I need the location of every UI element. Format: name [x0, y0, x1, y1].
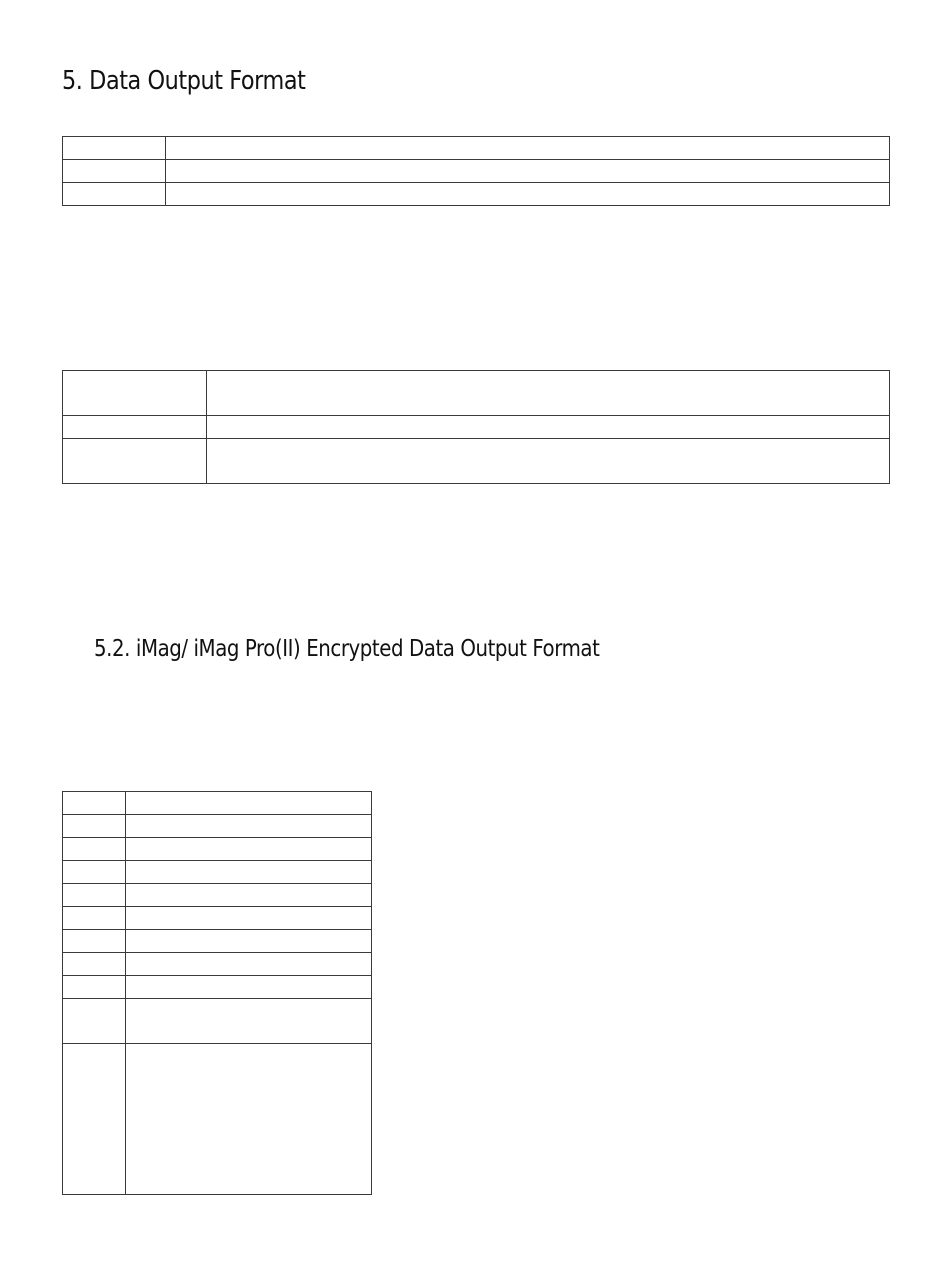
- table-cell: [63, 999, 126, 1044]
- table-row: [63, 1044, 372, 1195]
- table-cell: [126, 884, 372, 907]
- table-cell: [63, 183, 166, 206]
- table-cell: [63, 861, 126, 884]
- table-row: [63, 861, 372, 884]
- table-cell: [166, 160, 890, 183]
- table-row: [63, 371, 890, 416]
- table-cell: [126, 907, 372, 930]
- table-row: [63, 884, 372, 907]
- table-cell: [126, 999, 372, 1044]
- table-cell: [126, 1044, 372, 1195]
- table-cell: [63, 439, 207, 484]
- table-cell: [63, 976, 126, 999]
- table-cell: [63, 371, 207, 416]
- table-row: [63, 907, 372, 930]
- table-cell: [63, 930, 126, 953]
- table-row: [63, 137, 890, 160]
- table-cell: [126, 838, 372, 861]
- table-row: [63, 183, 890, 206]
- section-heading: 5. Data Output Format: [62, 66, 306, 96]
- table-cell: [63, 137, 166, 160]
- table-row: [63, 416, 890, 439]
- data-format-table: [62, 370, 890, 484]
- table-cell: [207, 371, 890, 416]
- table-cell: [63, 160, 166, 183]
- table-cell: [207, 439, 890, 484]
- table-row: [63, 976, 372, 999]
- table-cell: [126, 861, 372, 884]
- table-cell: [126, 953, 372, 976]
- table-row: [63, 815, 372, 838]
- table-cell: [126, 815, 372, 838]
- table-cell: [63, 416, 207, 439]
- table-cell: [126, 792, 372, 815]
- subsection-heading: 5.2. iMag/ iMag Pro(II) Encrypted Data Output Format: [94, 636, 600, 662]
- data-format-table: [62, 136, 890, 206]
- table-cell: [63, 907, 126, 930]
- table-cell: [126, 930, 372, 953]
- table-cell: [63, 838, 126, 861]
- table-cell: [166, 183, 890, 206]
- table-cell: [63, 815, 126, 838]
- table-row: [63, 792, 372, 815]
- table-cell: [207, 416, 890, 439]
- table-cell: [63, 1044, 126, 1195]
- table-cell: [63, 792, 126, 815]
- encrypted-data-format-table: [62, 791, 372, 1195]
- table-cell: [126, 976, 372, 999]
- table-row: [63, 953, 372, 976]
- table-row: [63, 930, 372, 953]
- table-cell: [63, 884, 126, 907]
- table-row: [63, 838, 372, 861]
- table-row: [63, 999, 372, 1044]
- table-row: [63, 439, 890, 484]
- table-row: [63, 160, 890, 183]
- table-cell: [166, 137, 890, 160]
- table-cell: [63, 953, 126, 976]
